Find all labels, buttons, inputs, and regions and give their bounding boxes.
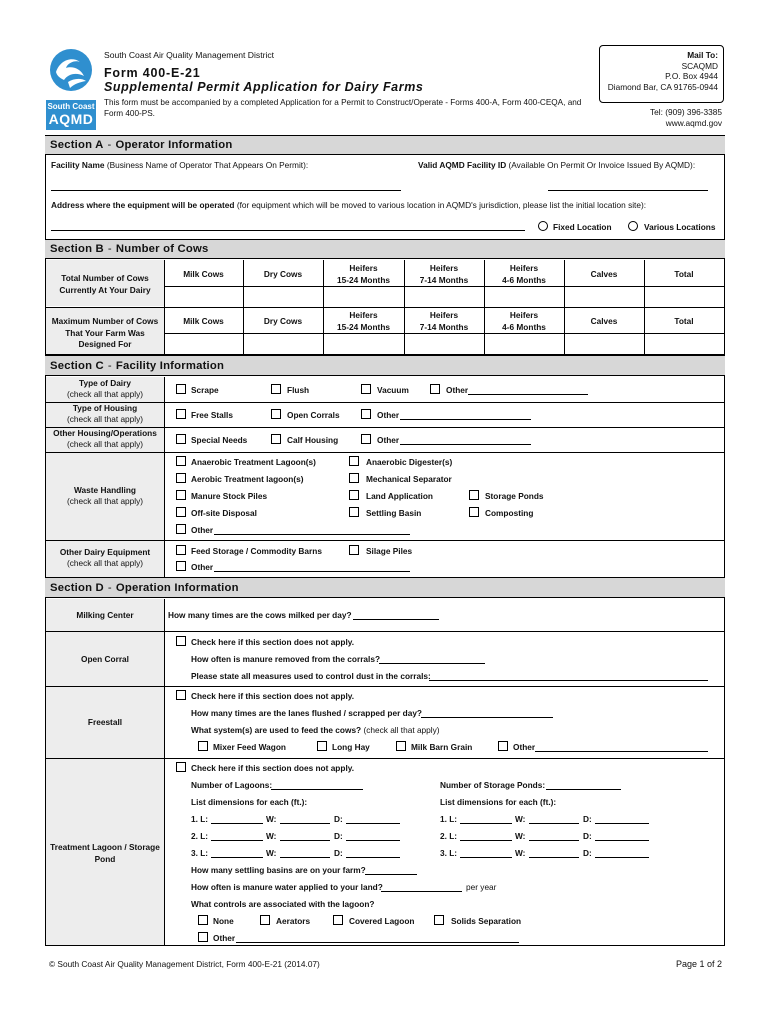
control-other-label: Other [213, 933, 236, 943]
feed-question-hint: (check all that apply) [363, 725, 440, 735]
feed-other-input[interactable] [535, 751, 708, 752]
vacuum-checkbox[interactable] [361, 384, 371, 394]
dim-l-label: L: [200, 848, 209, 858]
pond-3-depth-input[interactable] [595, 857, 649, 858]
dim-row-number: 3. [440, 848, 447, 858]
pond-3-w-label: W: [515, 848, 526, 858]
ops-other-input[interactable] [400, 444, 531, 445]
mech-separator-label: Mechanical Separator [366, 474, 452, 484]
col-header-sub: 4-6 Months [502, 321, 546, 332]
open-corrals-checkbox[interactable] [271, 409, 281, 419]
row2-label-line3: Designed For [78, 339, 132, 349]
col-header-dry-cows: Dry Cows [263, 269, 303, 279]
lagoon-label [46, 842, 164, 865]
controls-question: What controls are associated with the lagoon? [191, 899, 375, 909]
feed-question-text: What system(s) are used to feed the cows? [191, 725, 362, 735]
col-header-text: Heifers [429, 310, 459, 320]
various-locations-label: Various Locations [644, 222, 716, 232]
check-all-hint: (check all that apply) [66, 439, 144, 449]
row-divider [46, 686, 724, 687]
pond-1-depth-input[interactable] [595, 823, 649, 824]
type-of-housing-text: Type of Housing [72, 403, 138, 413]
org-name: South Coast Air Quality Management District [104, 50, 275, 60]
manure-stock-label: Manure Stock Piles [191, 491, 268, 501]
pond-1-length-input[interactable] [460, 823, 512, 824]
row2-label-line2: That Your Farm Was [65, 327, 145, 338]
silage-piles-label: Silage Piles [366, 546, 413, 556]
address-input[interactable] [51, 230, 525, 231]
freestall-na-checkbox[interactable] [176, 690, 186, 700]
row-divider [46, 307, 724, 308]
check-all-hint: (check all that apply) [66, 496, 144, 506]
special-needs-checkbox[interactable] [176, 434, 186, 444]
pond-2-w-label: W: [515, 831, 526, 841]
section-c-header [45, 355, 725, 376]
open-corral-label: Open Corral [81, 654, 129, 664]
settling-basin-checkbox[interactable] [349, 507, 359, 517]
open-corral-na-label: Check here if this section does not apply. [191, 637, 355, 647]
calf-housing-checkbox[interactable] [271, 434, 281, 444]
equip-other-label: Other [191, 562, 214, 572]
section-d-label-column [46, 599, 164, 945]
contact-info [650, 107, 722, 129]
control-other-checkbox[interactable] [198, 932, 208, 942]
control-none-checkbox[interactable] [198, 915, 208, 925]
other-equipment-label [46, 547, 164, 569]
section-d-header [45, 577, 725, 598]
dim-l-label: L: [449, 831, 458, 841]
pond-2-width-input[interactable] [529, 840, 579, 841]
other-housing-text: Other Housing/Operations [53, 428, 157, 438]
mail-to-title: Mail To: [687, 50, 718, 60]
pond-3-width-input[interactable] [529, 857, 579, 858]
section-b-dash: - [107, 243, 112, 255]
water-input[interactable] [381, 891, 462, 892]
mail-to-line1: SCAQMD [681, 60, 718, 71]
facility-name-input[interactable] [51, 190, 401, 191]
facility-id-label-text: Valid AQMD Facility ID [418, 160, 507, 170]
col-header-text: Heifers [509, 263, 539, 273]
row-divider [46, 540, 724, 541]
contact-tel: Tel: (909) 396-3385 [650, 107, 722, 117]
dim-l-label: L: [200, 831, 209, 841]
anaerobic-digester-label: Anaerobic Digester(s) [366, 457, 453, 467]
pond-dims-label: List dimensions for each (ft.): [440, 797, 557, 807]
water-question: How often is manure water applied to your land? [191, 882, 383, 892]
logo-text-aqmd: AQMD [48, 111, 94, 127]
form-note: This form must be accompanied by a completed Application for a Permit to Construct/Operate - Forms 400-A, Form 400-CEQA, and Form 400-PS. [104, 98, 582, 118]
vacuum-label: Vacuum [377, 385, 409, 395]
lagoon-3-w-label: W: [266, 848, 277, 858]
row1-label [46, 273, 164, 296]
col-divider [164, 377, 165, 577]
col-header-heifers-7-14 [404, 263, 484, 286]
aerobic-lagoon-checkbox[interactable] [176, 473, 186, 483]
section-b-letter: Section B [50, 243, 104, 255]
pond-1-w-label: W: [515, 814, 526, 824]
logo-text-south-coast: South Coast [47, 102, 95, 111]
dim-row-number: 1. [191, 814, 198, 824]
special-needs-label: Special Needs [191, 435, 248, 445]
lagoon-3-length-input[interactable] [211, 857, 263, 858]
flush-question: How many times are the lanes flushed / scrapped per day? [191, 708, 423, 718]
col-header-sub: 15-24 Months [336, 321, 391, 332]
mech-separator-checkbox[interactable] [349, 473, 359, 483]
num-lagoons-label: Number of Lagoons: [191, 780, 273, 790]
facility-id-input[interactable] [548, 190, 708, 191]
col-header-heifers-4-6 [484, 310, 564, 333]
num-ponds-input[interactable] [546, 789, 621, 790]
lagoon-1-length-input[interactable] [211, 823, 263, 824]
lagoon-2-length-input[interactable] [211, 840, 263, 841]
address-label-text: Address where the equipment will be operated [51, 200, 235, 210]
control-aerators-label: Aerators [276, 916, 311, 926]
pond-dim-row-2 [440, 831, 457, 841]
col-header-total: Total [674, 316, 694, 326]
facility-name-label [51, 160, 308, 170]
col-header-heifers-4-6 [484, 263, 564, 286]
section-d-letter: Section D [50, 581, 104, 594]
anaerobic-digester-checkbox[interactable] [349, 456, 359, 466]
check-all-hint: (check all that apply) [66, 558, 144, 568]
storage-ponds-label: Storage Ponds [485, 491, 544, 501]
basins-input[interactable] [365, 874, 417, 875]
pond-1-d-label: D: [583, 814, 592, 824]
pond-2-d-label: D: [583, 831, 592, 841]
mail-to-line3: Diamond Bar, CA 91765-0944 [607, 81, 718, 92]
facility-name-label-text: Facility Name [51, 160, 105, 170]
dust-question: Please state all measures used to control dust in the corrals: [191, 671, 431, 681]
col-header-milk-cows: Milk Cows [183, 316, 224, 326]
lagoon-1-w-label: W: [266, 814, 277, 824]
composting-checkbox[interactable] [469, 507, 479, 517]
section-c-letter: Section C [50, 359, 104, 372]
control-covered-checkbox[interactable] [333, 915, 343, 925]
col-header-heifers-15-24 [323, 310, 404, 333]
lagoon-dim-row-3 [191, 848, 208, 858]
milked-input[interactable] [353, 619, 439, 620]
facility-id-label [418, 160, 695, 170]
scrape-label: Scrape [191, 385, 219, 395]
feed-other-label: Other [513, 742, 536, 752]
flush-label: Flush [287, 385, 310, 395]
col-header-text: Heifers [349, 263, 378, 273]
control-solids-checkbox[interactable] [434, 915, 444, 925]
lagoon-3-d-label: D: [334, 848, 343, 858]
control-none-label: None [213, 916, 234, 926]
waste-handling-text: Waste Handling [74, 485, 136, 495]
manure-stock-checkbox[interactable] [176, 490, 186, 500]
dim-l-label: L: [449, 848, 458, 858]
section-c-name: Facility Information [115, 359, 225, 372]
row-divider [164, 286, 724, 287]
pond-1-width-input[interactable] [529, 823, 579, 824]
flush-checkbox[interactable] [271, 384, 281, 394]
lagoon-2-width-input[interactable] [280, 840, 330, 841]
row-divider [46, 452, 724, 453]
dim-row-number: 1. [440, 814, 447, 824]
lagoon-dim-row-1 [191, 814, 208, 824]
mail-to-box [599, 45, 724, 103]
num-ponds-label: Number of Storage Ponds: [440, 780, 546, 790]
anaerobic-lagoon-label: Anaerobic Treatment Lagoon(s) [191, 457, 316, 467]
lagoon-2-w-label: W: [266, 831, 277, 841]
col-header-sub: 15-24 Months [336, 274, 391, 285]
col-header-total: Total [674, 269, 694, 279]
lagoon-3-width-input[interactable] [280, 857, 330, 858]
lagoon-dims-label: List dimensions for each (ft.): [191, 797, 308, 807]
composting-label: Composting [485, 508, 534, 518]
col-header-milk-cows: Milk Cows [183, 269, 224, 279]
equip-other-input[interactable] [214, 571, 410, 572]
col-header-text: Heifers [509, 310, 539, 320]
housing-other-input[interactable] [400, 419, 531, 420]
contact-web: www.aqmd.gov [665, 118, 722, 128]
row-divider [46, 758, 724, 759]
dust-input[interactable] [429, 680, 708, 681]
section-b-name: Number of Cows [115, 243, 209, 255]
lagoon-na-label: Check here if this section does not apply. [191, 763, 355, 773]
row1-label-line2: Currently At Your Dairy [59, 284, 151, 295]
section-d-dash: - [107, 581, 112, 594]
housing-other-label: Other [377, 410, 400, 420]
row-divider [46, 631, 724, 632]
pond-2-depth-input[interactable] [595, 840, 649, 841]
open-corral-na-checkbox[interactable] [176, 636, 186, 646]
waste-other-label: Other [191, 525, 214, 535]
fixed-location-label: Fixed Location [553, 222, 612, 232]
facility-name-hint: (Business Name of Operator That Appears On Permit): [106, 160, 309, 170]
form-number: Form 400-E-21 [104, 66, 201, 80]
open-corrals-label: Open Corrals [287, 410, 340, 420]
control-other-input[interactable] [236, 942, 519, 943]
milked-question: How many times are the cows milked per day? [168, 610, 352, 620]
other-housing-label [46, 428, 164, 450]
dim-l-label: L: [200, 814, 209, 824]
feed-other-checkbox[interactable] [498, 741, 508, 751]
milking-center-label: Milking Center [76, 610, 134, 620]
col-header-sub: 4-6 Months [502, 274, 546, 285]
lagoon-1-depth-input[interactable] [346, 823, 400, 824]
long-hay-checkbox[interactable] [317, 741, 327, 751]
waste-handling-label [46, 485, 164, 507]
type-of-dairy-text: Type of Dairy [79, 378, 131, 388]
feed-question [191, 725, 440, 735]
free-stalls-label: Free Stalls [191, 410, 233, 420]
pond-dim-row-3 [440, 848, 457, 858]
section-a-header [45, 135, 725, 155]
storage-ponds-checkbox[interactable] [469, 490, 479, 500]
row-divider [164, 333, 724, 334]
row2-label-line1: Maximum Number of Cows [51, 316, 159, 326]
col-header-heifers-15-24 [323, 263, 404, 286]
milk-barn-grain-label: Milk Barn Grain [411, 742, 473, 752]
lagoon-dim-row-2 [191, 831, 208, 841]
facility-id-hint: (Available On Permit Or Invoice Issued By AQMD): [508, 160, 696, 170]
lagoon-1-width-input[interactable] [280, 823, 330, 824]
section-c-dash: - [107, 359, 112, 372]
dairy-other-label: Other [446, 385, 469, 395]
lagoon-2-d-label: D: [334, 831, 343, 841]
calf-housing-label: Calf Housing [287, 435, 339, 445]
settling-basin-label: Settling Basin [366, 508, 422, 518]
dim-row-number: 3. [191, 848, 198, 858]
footer-page: Page 1 of 2 [675, 959, 722, 969]
land-application-checkbox[interactable] [349, 490, 359, 500]
land-application-label: Land Application [366, 491, 433, 501]
num-lagoons-input[interactable] [271, 789, 363, 790]
lagoon-label-line2: Pond [94, 853, 116, 864]
lagoon-1-d-label: D: [334, 814, 343, 824]
row1-label-line1: Total Number of Cows [61, 273, 149, 283]
check-all-hint: (check all that apply) [66, 414, 144, 424]
dim-row-number: 2. [191, 831, 198, 841]
mixer-feed-checkbox[interactable] [198, 741, 208, 751]
waste-other-checkbox[interactable] [176, 524, 186, 534]
pond-3-length-input[interactable] [460, 857, 512, 858]
freestall-label: Freestall [87, 717, 123, 727]
aqmd-logo [46, 48, 96, 130]
section-a-name: Operator Information [115, 139, 233, 151]
control-covered-label: Covered Lagoon [349, 916, 415, 926]
type-of-dairy-label [46, 378, 164, 400]
dairy-other-input[interactable] [468, 394, 588, 395]
feed-storage-checkbox[interactable] [176, 545, 186, 555]
scrape-checkbox[interactable] [176, 384, 186, 394]
col-header-sub: 7-14 Months [419, 274, 469, 285]
section-a-letter: Section A [50, 139, 104, 151]
lagoon-na-checkbox[interactable] [176, 762, 186, 772]
manure-input[interactable] [379, 663, 485, 664]
dim-row-number: 2. [440, 831, 447, 841]
fixed-location-radio[interactable] [538, 221, 548, 231]
type-of-housing-label [46, 403, 164, 425]
pond-dim-row-1 [440, 814, 457, 824]
silage-piles-checkbox[interactable] [349, 545, 359, 555]
long-hay-label: Long Hay [332, 742, 370, 752]
milk-barn-grain-checkbox[interactable] [396, 741, 406, 751]
free-stalls-checkbox[interactable] [176, 409, 186, 419]
check-all-hint: (check all that apply) [66, 389, 144, 399]
col-header-text: Heifers [429, 263, 459, 273]
mail-to-line2: P.O. Box 4944 [665, 71, 718, 81]
freestall-na-label: Check here if this section does not apply. [191, 691, 355, 701]
feed-storage-label: Feed Storage / Commodity Barns [191, 546, 322, 556]
basins-question: How many settling basins are on your farm? [191, 865, 366, 875]
per-year-label: per year [466, 882, 497, 892]
ops-other-checkbox[interactable] [361, 434, 371, 444]
address-hint: (for equipment which will be moved to various location in AQMD's jurisdiction, please list the initial location site): [236, 200, 647, 210]
col-header-dry-cows: Dry Cows [263, 316, 303, 326]
ops-other-label: Other [377, 435, 400, 445]
equip-other-checkbox[interactable] [176, 561, 186, 571]
offsite-disposal-checkbox[interactable] [176, 507, 186, 517]
section-d-name: Operation Information [115, 581, 239, 594]
aerobic-lagoon-label: Aerobic Treatment lagoon(s) [191, 474, 304, 484]
pond-2-length-input[interactable] [460, 840, 512, 841]
col-header-heifers-7-14 [404, 310, 484, 333]
dairy-other-checkbox[interactable] [430, 384, 440, 394]
other-equipment-text: Other Dairy Equipment [59, 547, 151, 557]
dim-l-label: L: [449, 814, 458, 824]
col-header-calves: Calves [590, 269, 618, 279]
various-locations-radio[interactable] [628, 221, 638, 231]
address-label [51, 200, 646, 210]
control-solids-label: Solids Separation [451, 916, 522, 926]
mixer-feed-label: Mixer Feed Wagon [213, 742, 286, 752]
col-header-calves: Calves [590, 316, 618, 326]
row2-label [46, 316, 164, 351]
section-b-header [45, 239, 725, 259]
section-a-dash: - [107, 139, 112, 151]
lagoon-label-line1: Treatment Lagoon / Storage [50, 842, 160, 852]
lagoon-2-depth-input[interactable] [346, 840, 400, 841]
waste-other-input[interactable] [214, 534, 410, 535]
form-title: Supplemental Permit Application for Dairy Farms [104, 80, 424, 94]
lagoon-3-depth-input[interactable] [346, 857, 400, 858]
col-divider [164, 599, 165, 945]
pond-3-d-label: D: [583, 848, 592, 858]
flush-input[interactable] [421, 717, 553, 718]
col-header-sub: 7-14 Months [419, 321, 469, 332]
col-header-text: Heifers [349, 310, 378, 320]
housing-other-checkbox[interactable] [361, 409, 371, 419]
control-aerators-checkbox[interactable] [260, 915, 270, 925]
offsite-disposal-label: Off-site Disposal [191, 508, 257, 518]
anaerobic-lagoon-checkbox[interactable] [176, 456, 186, 466]
footer-copyright: © South Coast Air Quality Management District, Form 400-E-21 (2014.07) [49, 959, 320, 969]
manure-question: How often is manure removed from the corrals? [191, 654, 381, 664]
